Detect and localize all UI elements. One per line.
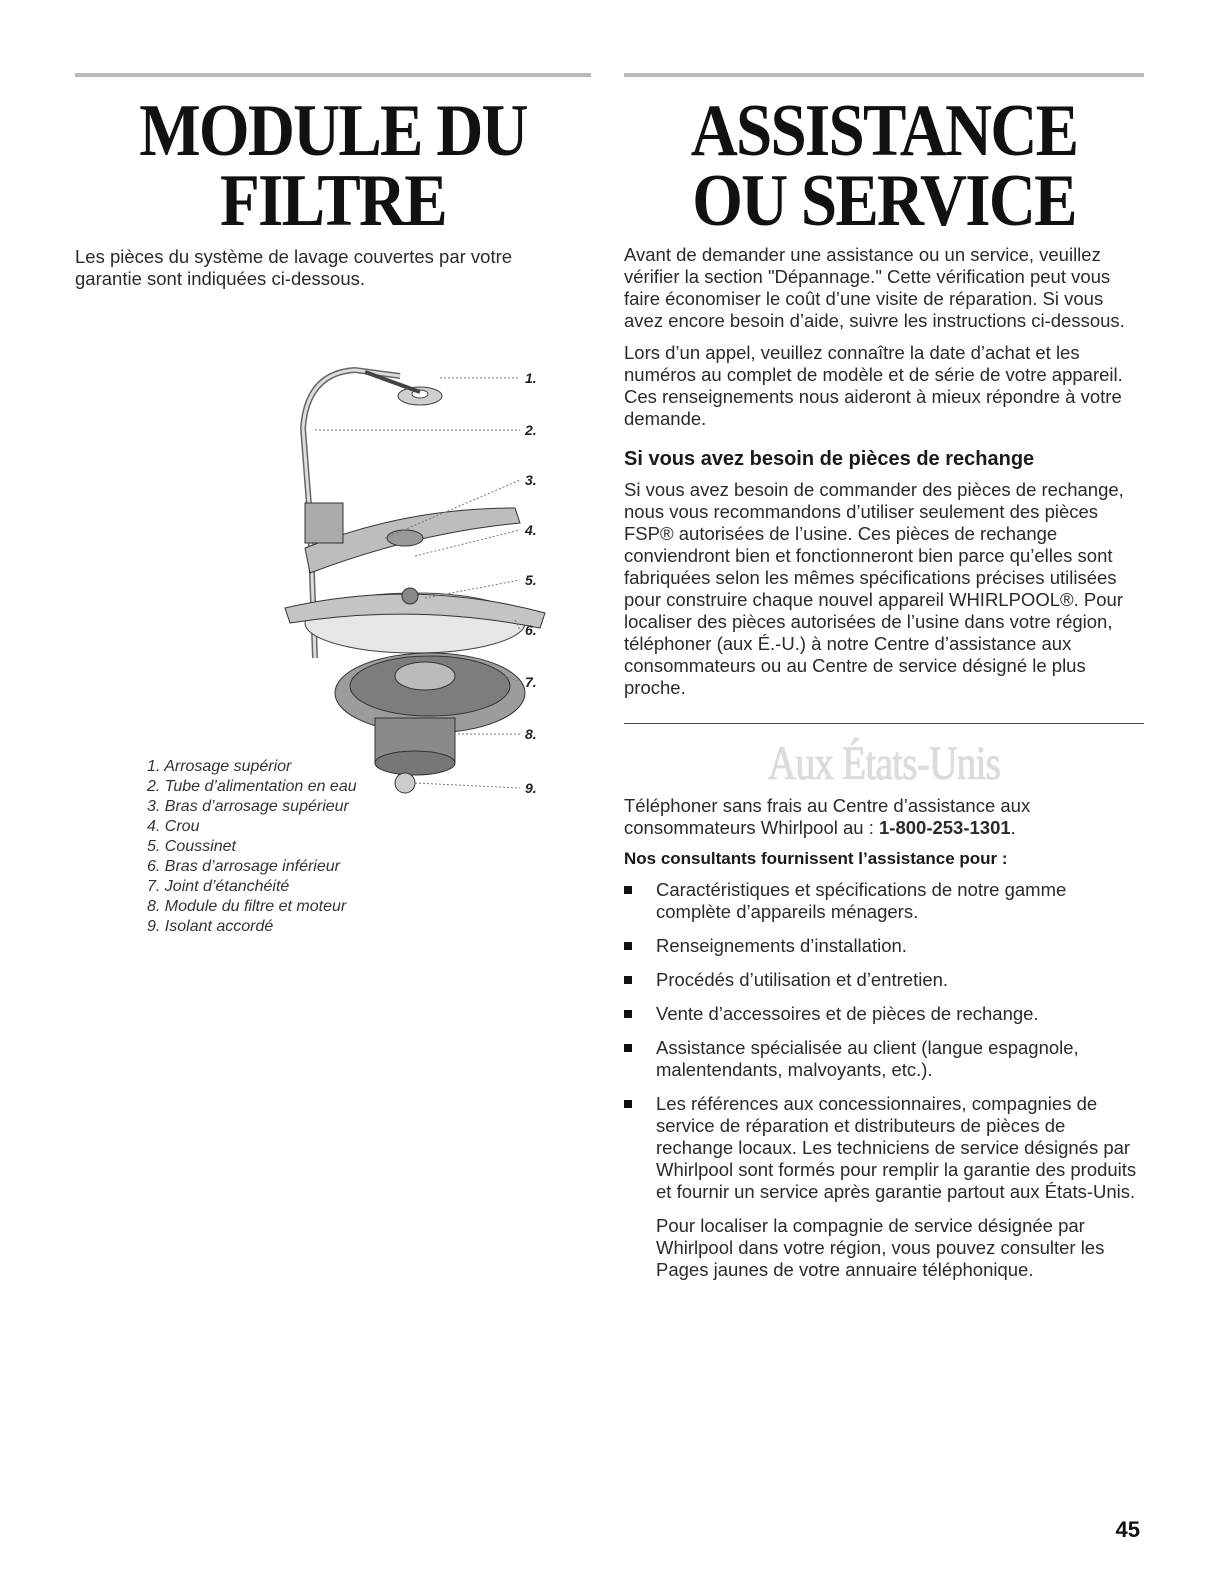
right-header-rule [624,73,1144,77]
filter-intro: Les pièces du système de lavage couvertes par votre garantie sont indiquées ci-dessous. [75,246,513,289]
callout-2: 2. [525,422,537,438]
parts-list-item: 6. Bras d’arrosage inférieur [147,858,340,875]
replacement-parts-heading: Si vous avez besoin de pièces de rechange [624,448,1035,470]
callout-1: 1. [525,370,537,386]
callout-5: 5. [525,572,537,588]
wash-system-diagram [215,358,575,803]
bullet-icon [624,1100,632,1108]
bullet-icon [624,1044,632,1052]
bullet-icon [624,942,632,950]
callout-9: 9. [525,780,537,796]
list-item: Renseignements d’installation. [624,935,1144,957]
list-item: Caractéristiques et spécifications de notre gamme complète d’appareils ménagers. [624,879,1144,923]
parts-list-item: 9. Isolant accordé [147,918,274,935]
bullet-icon [624,976,632,984]
title-line-2: FILTRE [220,160,446,242]
parts-list-item: 3. Bras d’arrosage supérieur [147,798,349,815]
list-item: Assistance spécialisée au client (langue espagnole, malentendants, malvoyants, etc.). [624,1037,1144,1081]
callout-7: 7. [525,674,537,690]
phone-paragraph [624,795,1144,839]
list-item: Procédés d’utilisation et d’entretien. [624,969,1144,991]
filter-module-section [75,78,591,935]
title-line-2: OU SERVICE [692,160,1076,242]
parts-list-item: 2. Tube d’alimentation en eau [147,778,357,795]
callout-8: 8. [525,726,537,742]
closing-paragraph: Pour localiser la compagnie de service désignée par Whirlpool dans votre région, vous pouvez consulter les Pages jaunes de votre annuaire téléphonique. [656,1215,1105,1280]
bullet-icon [624,1010,632,1018]
parts-list-item: 1. Arrosage supérior [147,758,292,775]
services-list [624,879,1144,1203]
list-item: Vente d’accessoires et de pièces de rechange. [624,1003,1144,1025]
consultants-heading: Nos consultants fournissent l’assistance pour : [624,849,1008,868]
title-line-1: ASSISTANCE [690,90,1078,172]
left-header-rule [75,73,591,77]
parts-list-item: 7. Joint d’étanchéité [147,878,290,895]
call-info-paragraph: Lors d’un appel, veuillez connaître la date d’achat et les numéros au complet de modèle et de série de votre appareil. Ces renseignements nous aideront à mieux répondre à votre demande. [624,342,1123,429]
title-line-1: MODULE DU [139,90,527,172]
replacement-parts-paragraph: Si vous avez besoin de commander des pièces de rechange, nous vous recommandons d’utiliser seulement des pièces FSP® autorisées de l’usine. Ces pièces de rechange conviendront bien et fonctionneront bien parce qu’elles sont fabriquées selon les mêmes spécifications précises utilisées pour construire chaque nouvel appareil WHIRLPOOL®. Pour localiser des pièces autorisées de l’usine dans votre région, téléphoner (aux É.-U.) à notre Centre d’assistance aux consommateurs ou au Centre de service désigné le plus proche. [624,479,1124,698]
page-number: 45 [1115,1517,1140,1542]
assistance-title [655,90,1113,242]
section-divider [624,723,1144,724]
parts-list [147,757,357,937]
assistance-section [624,78,1144,1291]
callout-3: 3. [525,472,537,488]
phone-intro: Téléphoner sans frais au Centre d’assistance aux consommateurs Whirlpool au : [624,795,1031,838]
phone-end: . [1010,817,1016,838]
list-item: Les références aux concessionnaires, compagnies de service de réparation et distributeurs de pièces de rechange locaux. Les techniciens de service désignés par Whirlpool sont formés pour remplir la garantie des produits et fournir un service après garantie partout aux États-Unis. [624,1093,1144,1203]
filter-module-title [106,90,560,242]
assistance-intro: Avant de demander une assistance ou un service, veuillez vérifier la section "Dépannage." Cette vérification peut vous faire économiser le coût d’une visite de réparation. Si vous avez encore besoin d’aide, suivre les instructions ci-dessous. [624,244,1125,331]
usa-section-title: Aux États-Unis [767,737,1001,790]
phone-number: 1-800-253-1301 [879,817,1011,838]
bullet-icon [624,886,632,894]
parts-list-item: 8. Module du filtre et moteur [147,898,347,915]
parts-list-item: 4. Crou [147,818,200,835]
wash-system-illustration [215,358,575,803]
callout-6: 6. [525,622,537,638]
parts-list-item: 5. Coussinet [147,838,236,855]
callout-4: 4. [525,522,537,538]
